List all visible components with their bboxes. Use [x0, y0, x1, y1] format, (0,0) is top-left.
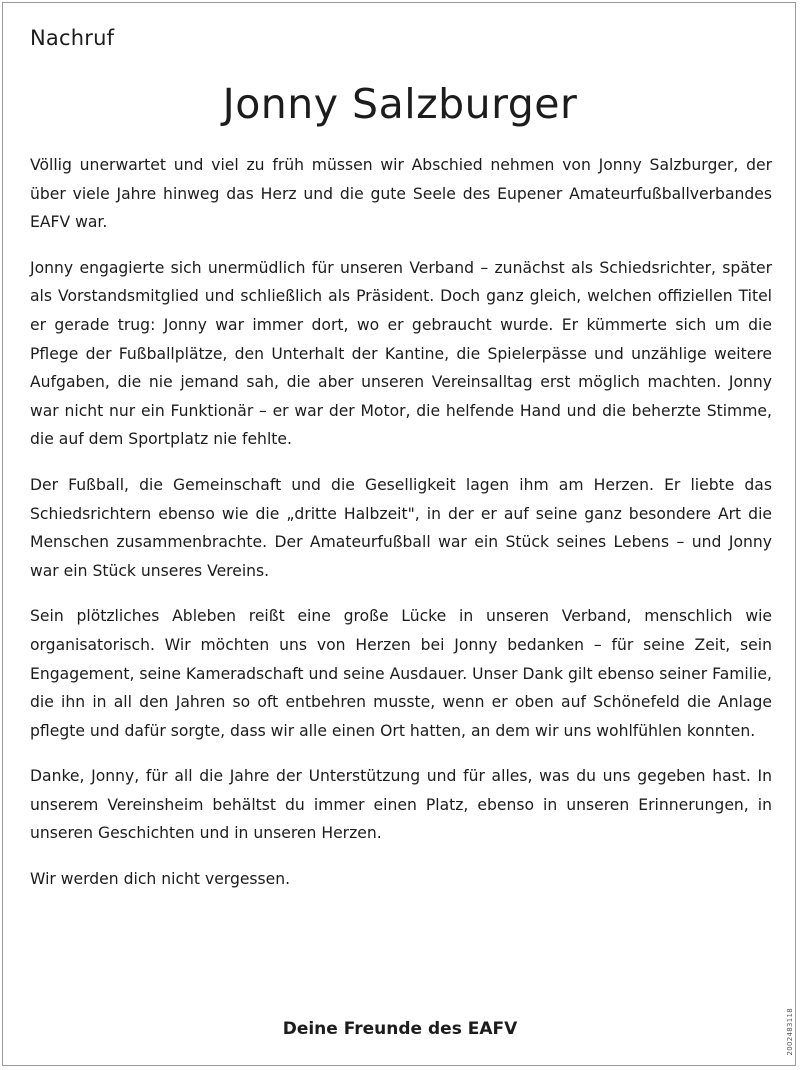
signature: Deine Freunde des EAFV [282, 1019, 518, 1039]
paragraph-intro: Völlig unerwartet und viel zu früh müssen wir Abschied nehmen von Jonny Salzburger, der über viele Jahre hinweg das Herz und die gute Seele des Eupener Amateurfußballverbandes EAFV war. [30, 156, 772, 232]
paragraph-gratitude: Sein plötzliches Ableben reißt eine große Lücke in unseren Verband, menschlich wie organisatorisch. Wir möchten uns von Herzen bei Jonny bedanken – für seine Zeit, sein Engagement, seine Kameradschaft und seine Ausdauer. Unser Dank gilt ebenso seiner Familie, die ihn in all den Jahren so oft entbehren musste, wenn er oben auf Schönefeld die Anlage pflegte und dafür sorgte, dass wir alle einen Ort hatten, an dem wir uns wohlfühlen konnten. [30, 607, 772, 740]
paragraph-farewell: Danke, Jonny, für all die Jahre der Unterstützung und für alles, was du uns gegeben hast. In unserem Vereinsheim behältst du immer einen Platz, ebenso in unseren Erinnerungen, in unseren Geschichten und in unseren Herzen. [30, 767, 772, 843]
deceased-name-title: Jonny Salzburger [222, 80, 578, 128]
obituary-body [30, 151, 772, 894]
paragraph-football: Der Fußball, die Gemeinschaft und die Geselligkeit lagen ihm am Herzen. Er liebte das Schiedsrichtern ebenso wie die „dritte Halbzeit", in der er auf seine ganz besondere Art die Menschen zusammenbrachte. Der Amateurfußball war ein Stück seines Lebens – und Jonny war ein Stück unseres Vereins. [30, 475, 772, 580]
closing-line: Wir werden dich nicht vergessen. [30, 870, 291, 889]
notice-type-label: Nachruf [30, 26, 115, 50]
paragraph-engagement: Jonny engagierte sich unermüdlich für unseren Verband – zunächst als Schiedsrichter, später als Vorstandsmitglied und schließlich als Präsident. Doch ganz gleich, welchen offiziellen Titel er gerade trug: Jonny war immer dort, wo er gebraucht wurde. Er kümmerte sich um die Pflege der Fußballplätze, den Unterhalt der Kantine, die Spielerpässe und unzählige weitere Aufgaben, die nie jemand sah, die aber unseren Vereinsalltag erst möglich machten. Jonny war nicht nur ein Funktionär – er war der Motor, die helfende Hand und die beherzte Stimme, die auf dem Sportplatz nie fehlte. [30, 258, 772, 449]
reference-code: 2002483118 [786, 1008, 794, 1056]
